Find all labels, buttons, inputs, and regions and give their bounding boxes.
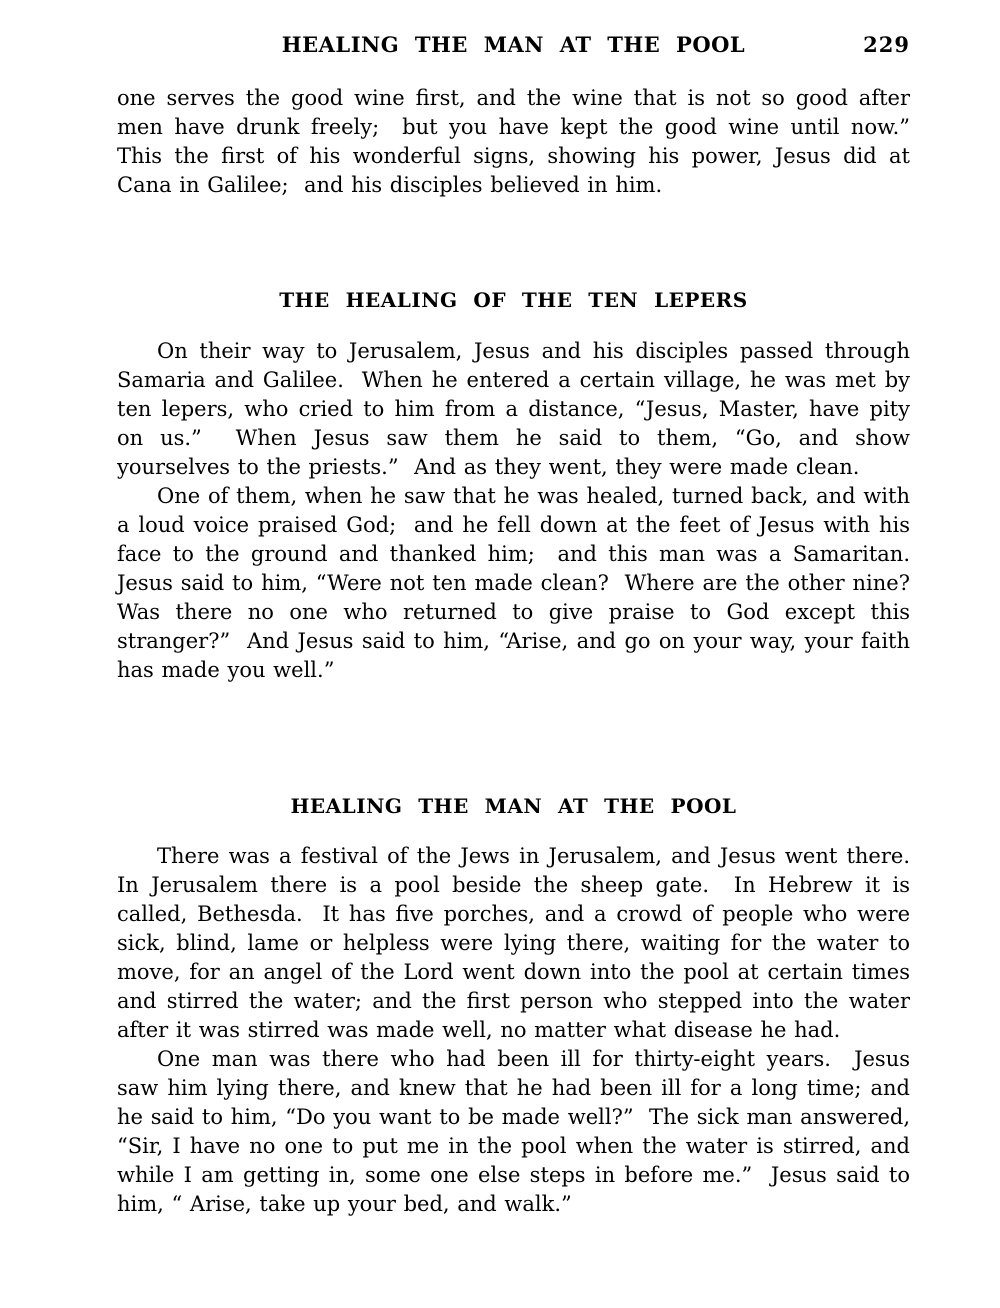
section-heading-man-at-pool: HEALING THE MAN AT THE POOL: [290, 794, 737, 818]
section-ten-lepers-body: [117, 337, 926, 685]
running-header-title: HEALING THE MAN AT THE POOL: [281, 32, 746, 57]
paragraph-ten-lepers-2: One of them, when he saw that he was healed, turned back, and with a loud voice praised God; and he fell down at the feet of Jesus with his face to the ground and thanked him; and this man was a Samaritan. Jesus said to him, “Were not ten made clean? Where are the other nine? Was there no one who returned to give praise to God except this stranger?” And Jesus said to him, “Arise, and go on your way, your faith has made you well.”: [117, 484, 926, 682]
paragraph-wedding-cana-continuation: one serves the good wine first, and the wine that is not so good after men have drunk freely; but you have kept the good wine until now.” This the first of his wonderful signs, showing his power, Jesus did at Cana in Galilee; and his disciples believed in him.: [117, 86, 926, 197]
paragraph-man-at-pool-2: One man was there who had been ill for thirty-eight years. Jesus saw him lying there, and knew that he had been ill for a long time; and he said to him, “Do you want to be made well?” The sick man answered, “Sir, I have no one to put me in the pool when the water is stirred, and while I am getting in, some one else steps in before me.” Jesus said to him, “ Arise, take up your bed, and walk.”: [117, 1047, 918, 1216]
paragraph-ten-lepers-1: On their way to Jerusalem, Jesus and his disciples passed through Samaria and Galilee. When he entered a certain village, he was met by ten lepers, who cried to him from a distance, “Jesus, Master, have pity on us.” When Jesus saw them he said to them, “Go, and show yourselves to the priests.” And as they went, they were made clean.: [117, 339, 918, 479]
section-man-at-pool-body: [117, 842, 926, 1219]
continuation-paragraph-block: [117, 84, 926, 200]
running-header: [117, 31, 910, 61]
paragraph-man-at-pool-1: There was a festival of the Jews in Jerusalem, and Jesus went there. In Jerusalem there is a pool beside the sheep gate. In Hebrew it is called, Bethesda. It has five porches, and a crowd of people who were sick, blind, lame or helpless were lying there, waiting for the water to move, for an angel of the Lord went down into the pool at certain times and stirred the water; and the first person who stepped into the water after it was stirred was made well, no matter what disease he had.: [117, 844, 926, 1042]
section-heading-ten-lepers: THE HEALING OF THE TEN LEPERS: [279, 288, 748, 312]
page-number: 229: [863, 32, 910, 57]
